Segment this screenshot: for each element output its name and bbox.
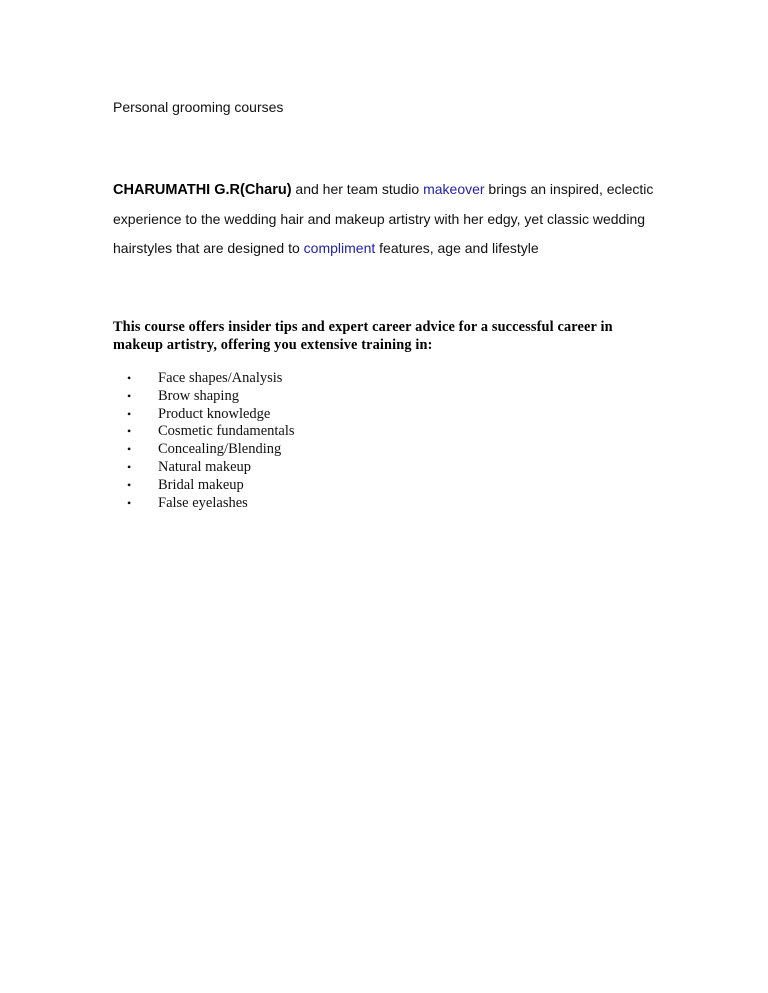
bullet-icon: • — [127, 371, 132, 385]
list-item-label: Face shapes/Analysis — [158, 370, 283, 386]
intro-paragraph — [113, 175, 673, 263]
list-item — [113, 406, 295, 424]
list-item-label: Brow shaping — [158, 387, 239, 404]
list-item-label: Product knowledge — [158, 405, 271, 422]
bullet-icon: • — [127, 406, 132, 421]
intro-text-2: brings an inspired, eclectic experience to the wedding hair and makeup artistry with her edgy, yet classic wedding hairstyles that are designed to — [113, 181, 654, 256]
list-item-label: Bridal makeup — [158, 476, 244, 493]
bullet-icon: • — [127, 459, 132, 474]
training-list — [113, 370, 295, 512]
list-item — [113, 459, 295, 477]
list-item-label: Cosmetic fundamentals — [158, 423, 295, 440]
bullet-icon: • — [127, 495, 132, 510]
list-item — [113, 495, 295, 513]
bullet-icon: • — [127, 442, 132, 457]
bullet-icon: • — [127, 388, 132, 403]
compliment-link[interactable]: compliment — [303, 240, 376, 256]
list-item — [113, 423, 295, 441]
author-name: CHARUMATHI G.R(Charu) — [113, 182, 292, 198]
list-item — [113, 477, 295, 495]
intro-text-1: and her team studio — [291, 181, 424, 197]
intro-text-3: features, age and lifestyle — [375, 240, 539, 256]
bullet-icon: • — [127, 477, 132, 492]
list-item — [113, 388, 295, 406]
course-lead-paragraph: This course offers insider tips and expert career advice for a successful career in makeup artistry, offering you extensive training in: — [113, 319, 613, 353]
bullet-icon: • — [127, 424, 132, 439]
list-item — [113, 441, 295, 459]
makeover-link[interactable]: makeover — [423, 181, 485, 197]
list-item-label: Concealing/Blending — [158, 441, 282, 458]
list-item-label: False eyelashes — [158, 494, 248, 511]
list-item — [113, 370, 295, 388]
document-title: Personal grooming courses — [113, 99, 284, 115]
list-item-label: Natural makeup — [158, 458, 252, 475]
